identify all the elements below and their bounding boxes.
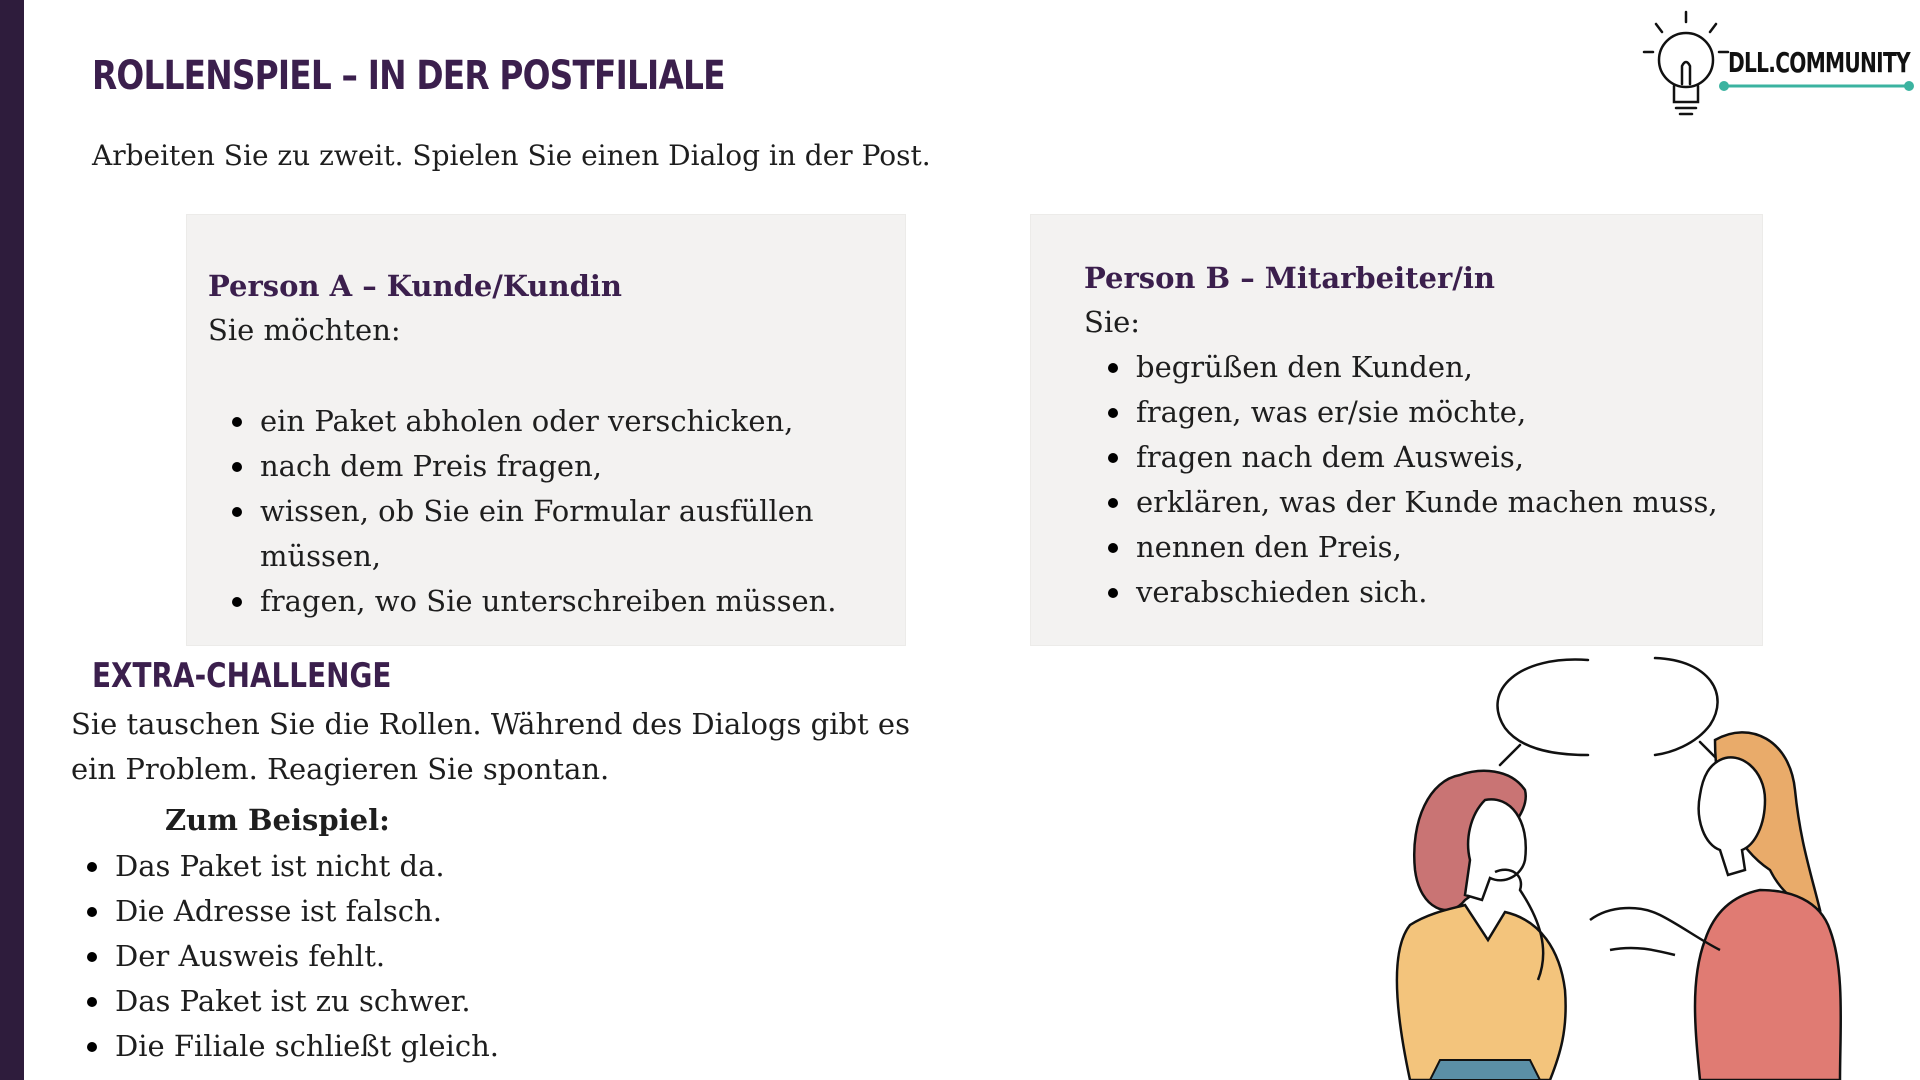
list-item: fragen nach dem Ausweis, bbox=[1136, 435, 1718, 480]
person-a-list bbox=[208, 399, 906, 624]
list-item: nennen den Preis, bbox=[1136, 525, 1718, 570]
extra-challenge-text: Sie tauschen Sie die Rollen. Während des Dialogs gibt es ein Problem. Reagieren Sie spontan. bbox=[71, 707, 910, 786]
person-a-heading: Person A – Kunde/Kundin bbox=[208, 269, 622, 303]
list-item: nach dem Preis fragen, bbox=[260, 444, 906, 489]
list-item: begrüßen den Kunden, bbox=[1136, 345, 1718, 390]
list-item: Der Ausweis fehlt. bbox=[115, 934, 499, 979]
list-item: Das Paket ist nicht da. bbox=[115, 844, 499, 889]
example-heading: Zum Beispiel: bbox=[165, 803, 390, 837]
person-b-lead: Sie: bbox=[1084, 305, 1141, 339]
intro-text: Arbeiten Sie zu zweit. Spielen Sie einen Dialog in der Post. bbox=[92, 139, 931, 172]
example-list bbox=[115, 844, 499, 1069]
page-title: ROLLENSPIEL – IN DER POSTFILIALE bbox=[92, 53, 725, 99]
list-item: verabschieden sich. bbox=[1136, 570, 1718, 615]
logo-text: DLL.COMMUNITY bbox=[1728, 46, 1910, 79]
person-b-list bbox=[1084, 345, 1718, 615]
person-a-lead: Sie möchten: bbox=[208, 313, 401, 347]
list-item: wissen, ob Sie ein Formular ausfüllen müssen, bbox=[260, 489, 906, 579]
list-item: fragen, was er/sie möchte, bbox=[1136, 390, 1718, 435]
conversation-illustration bbox=[1370, 650, 1900, 1080]
list-item: Das Paket ist zu schwer. bbox=[115, 979, 499, 1024]
extra-challenge-title: EXTRA-CHALLENGE bbox=[92, 656, 392, 696]
list-item: Die Filiale schließt gleich. bbox=[115, 1024, 499, 1069]
person-b-heading: Person B – Mitarbeiter/in bbox=[1084, 261, 1495, 295]
left-accent-bar bbox=[0, 0, 24, 1080]
person-a-card bbox=[186, 214, 906, 646]
list-item: erklären, was der Kunde machen muss, bbox=[1136, 480, 1718, 525]
list-item: Die Adresse ist falsch. bbox=[115, 889, 499, 934]
person-b-card bbox=[1030, 214, 1763, 646]
list-item: ein Paket abholen oder verschicken, bbox=[260, 399, 906, 444]
list-item: fragen, wo Sie unterschreiben müssen. bbox=[260, 579, 906, 624]
